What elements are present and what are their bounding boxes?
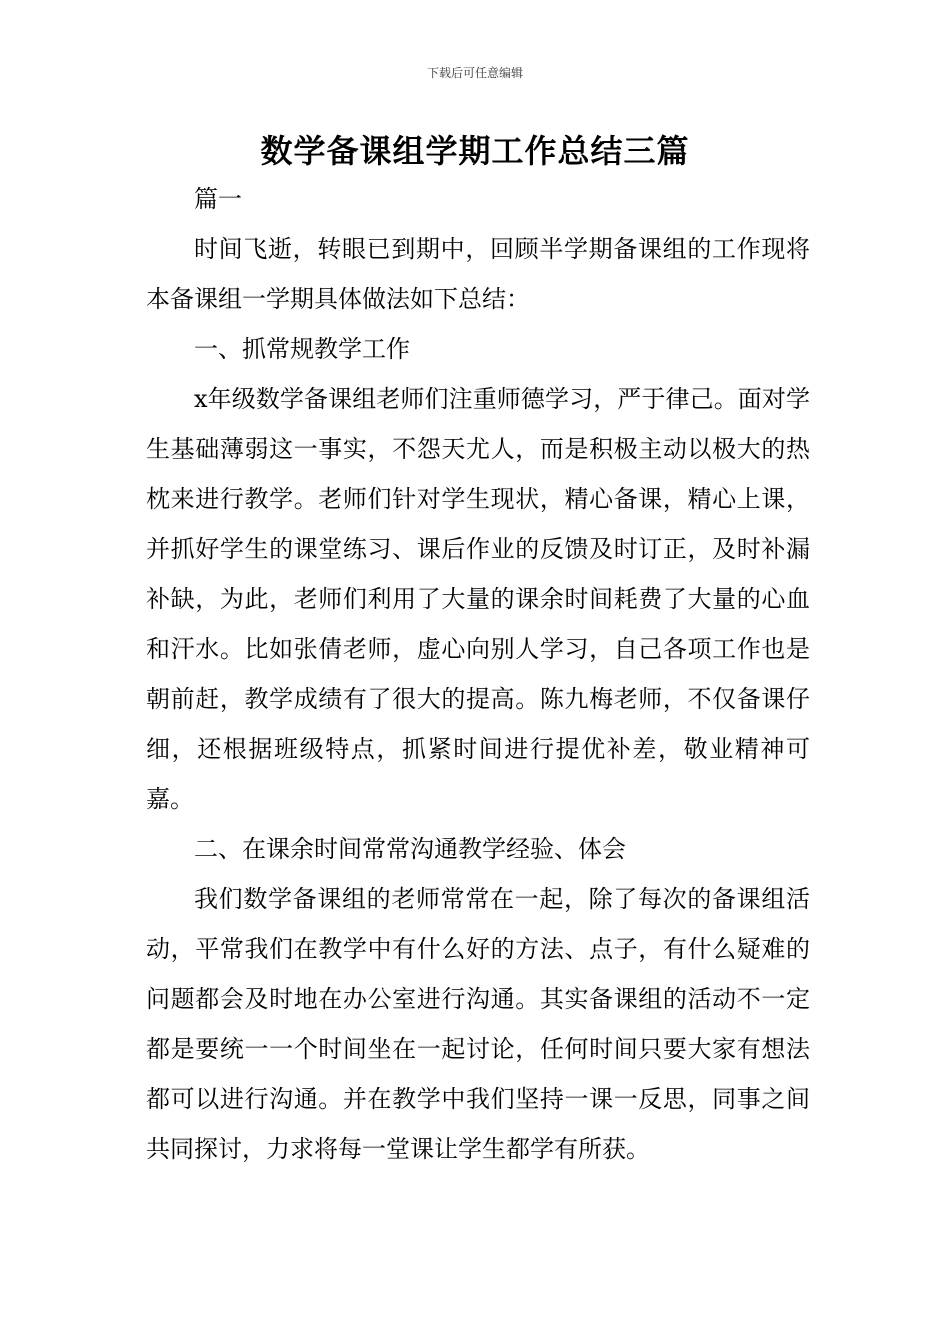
paragraph-body-1: x年级数学备课组老师们注重师德学习，严于律己。面对学生基础薄弱这一事实，不怨天尤人，而是积极主动以极大的热枕来进行教学。老师们针对学生现状，精心备课，精心上课，并抓好学生的课堂练习、课后作业的反馈及时订正，及时补漏补缺，为此，老师们利用了大量的课余时间耗费了大量的心血和汗水。比如张倩老师，虚心向别人学习，自己各项工作也是朝前赶，教学成绩有了很大的提高。陈九梅老师，不仅备课仔细，还根据班级特点，抓紧时间进行提优补差，敬业精神可嘉。 — [146, 385, 810, 813]
paragraph-heading-2: 二、在课余时间常常沟通教学经验、体会 — [194, 835, 626, 863]
header-note: 下载后可任意编辑 — [426, 66, 523, 80]
document-title: 数学备课组学期工作总结三篇 — [260, 132, 690, 170]
document-body — [146, 174, 810, 1174]
paragraph-body-2: 我们数学备课组的老师常常在一起，除了每次的备课组活动，平常我们在教学中有什么好的方法、点子，有什么疑难的问题都会及时地在办公室进行沟通。其实备课组的活动不一定都是要统一一个时间坐在一起讨论，任何时间只要大家有想法都可以进行沟通。并在教学中我们坚持一课一反思，同事之间共同探讨，力求将每一堂课让学生都学有所获。 — [146, 885, 810, 1163]
paragraph-intro: 时间飞逝，转眼已到期中，回顾半学期备课组的工作现将本备课组一学期具体做法如下总结： — [146, 235, 810, 313]
paragraph-section-label: 篇一 — [194, 185, 242, 213]
paragraph-heading-1: 一、抓常规教学工作 — [194, 335, 410, 363]
